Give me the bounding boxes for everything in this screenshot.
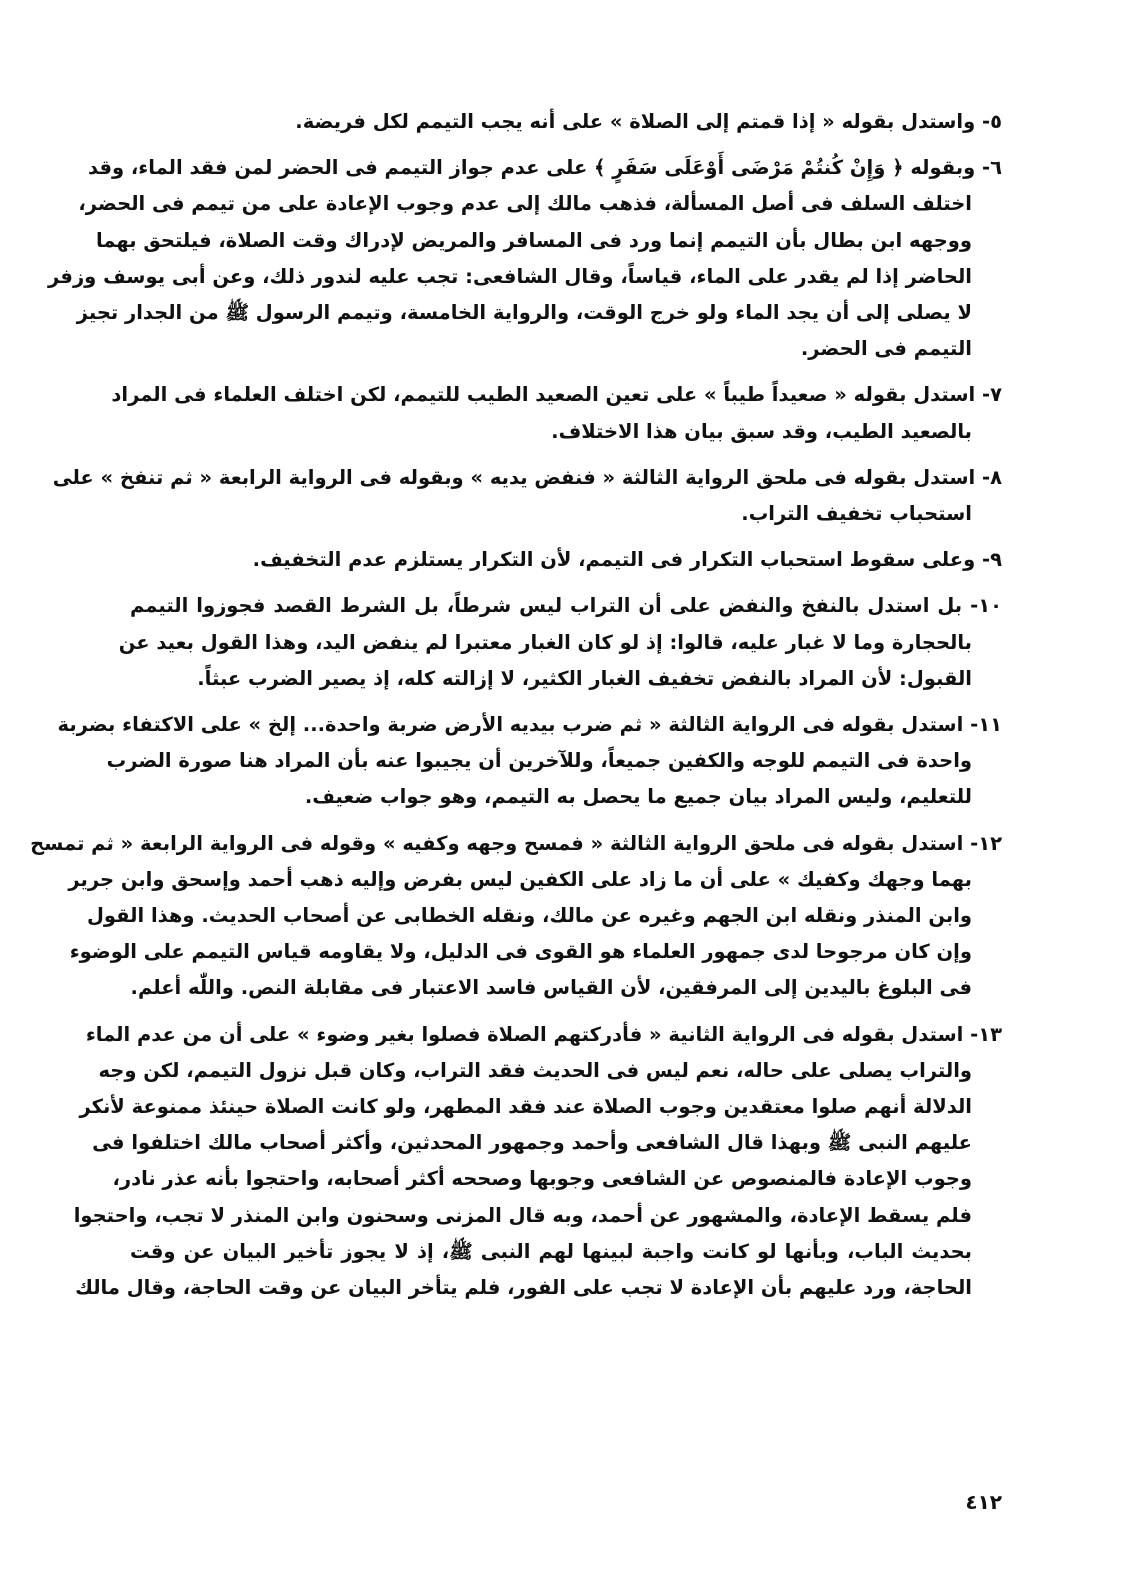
paragraph-line: اختلف السلف فى أصل المسألة، فذهب مالك إلى عدم وجوب الإعادة على من تيمم فى الحضر، <box>78 192 972 216</box>
paragraph-line: فلم يسقط الإعادة، والمشهور عن أحمد، وبه قال المزنى وسحنون وابن المنذر لا تجب، واحتجوا <box>73 1203 972 1227</box>
paragraph-line: ١٣- استدل بقوله فى الرواية الثانية « فأدركتهم الصلاة فصلوا بغير وضوء » على أن من عدم الماء <box>85 1022 1002 1046</box>
paragraph-line: استحباب تخفيف التراب. <box>741 502 972 526</box>
paragraph-line: بحديث الباب، وبأنها لو كانت واجبة لبينها لهم النبى ﷺ، إذ لا يجوز تأخير البيان عن وقت <box>130 1239 972 1263</box>
numbered-paragraph-10 <box>118 588 1002 697</box>
numbered-paragraph-5 <box>130 104 1002 140</box>
paragraph-line: للتعليم، وليس المراد بيان جميع ما يحصل به التيمم، وهو جواب ضعيف. <box>304 785 972 809</box>
paragraph-line: التيمم فى الحضر. <box>800 337 972 361</box>
paragraph-line: بالحجارة وما لا غبار عليه، قالوا: إذ لو كان الغبار معتبرا لم ينفض اليد، وهذا القول بعيد عن <box>118 630 972 654</box>
paragraph-line: وإن كان مرجوحا لدى جمهور العلماء هو القوى فى الدليل، ولا يقاومه قياس التيمم على الوضوء <box>69 940 972 964</box>
paragraph-line: ووجهه ابن بطال بأن التيمم إنما ورد فى المسافر والمريض لإدراك وقت الصلاة، فيلتحق بهما <box>95 228 972 252</box>
page-number: ٤١٢ <box>965 1490 1002 1514</box>
numbered-paragraph-6 <box>48 150 1002 367</box>
paragraph-line: وجوب الإعادة فالمنصوص عن الشافعى وجوبها وصححه أكثر أصحابه، واحتجوا بأنه عذر نادر، <box>112 1167 972 1191</box>
numbered-paragraph-7 <box>111 377 1002 449</box>
paragraph-line: الحاجة، ورد عليهم بأن الإعادة لا تجب على الفور، فلم يتأخر البيان عن وقت الحاجة، وقال مالك <box>75 1276 972 1300</box>
paragraph-line: ١٠- بل استدل بالنفخ والنفض على أن التراب ليس شرطاً، بل الشرط القصد فجوزوا التيمم <box>130 594 1002 618</box>
paragraph-line: القبول: لأن المراد بالنفض تخفيف الغبار الكثير، لا إزالته كله، إذ يصير الضرب عبثاً. <box>197 666 972 690</box>
paragraph-line: واحدة فى التيمم للوجه والكفين جميعاً، وللآخرين أن يجيبوا عنه بأن المراد هنا صورة الضرب <box>106 749 972 773</box>
numbered-paragraph-8 <box>52 460 1002 532</box>
numbered-paragraph-9 <box>130 542 1002 578</box>
paragraph-line: ٧- استدل بقوله « صعيداً طيباً » على تعين الصعيد الطيب للتيمم، لكن اختلف العلماء فى المراد <box>111 383 1002 407</box>
paragraph-line: ٨- استدل بقوله فى ملحق الرواية الثالثة « فنفض يديه » وبقوله فى الرواية الرابعة « ثم تنفخ » على <box>52 465 1002 489</box>
numbered-paragraph-12 <box>30 826 1002 1007</box>
paragraph-line: ٥- واستدل بقوله « إذا قمتم إلى الصلاة » على أنه يجب التيمم لكل فريضة. <box>295 110 1002 133</box>
paragraph-line: ٦- وبقوله ﴿ وَإِنْ كُنتُمْ مَرْضَى أَوْعَلَى سَفَرٍ ﴾ على عدم جواز التيمم فى الحضر لمن فقد الماء، وقد <box>87 156 1002 180</box>
paragraph-line: الدلالة أنهم صلوا معتقدين وجوب الصلاة عند فقد المطهر، ولو كانت الصلاة حينئذ ممنوعة لأنكر <box>79 1095 972 1119</box>
paragraph-line: الحاضر إذا لم يقدر على الماء، قياساً، وقال الشافعى: تجب عليه لندور ذلك، وعن أبى يوسف وزفر <box>48 264 972 288</box>
paragraph-line: لا يصلى إلى أن يجد الماء ولو خرج الوقت، والرواية الخامسة، وتيمم الرسول ﷺ من الجدار تجيز <box>76 301 972 325</box>
paragraph-line: عليهم النبى ﷺ وبهذا قال الشافعى وأحمد وجمهور المحدثين، وأكثر أصحاب مالك اختلفوا فى <box>92 1131 972 1155</box>
paragraph-line: والتراب يصلى على حاله، نعم ليس فى الحديث فقد التراب، وكان قبل نزول التيمم، لكن وجه <box>98 1058 972 1082</box>
numbered-paragraph-13 <box>73 1017 1002 1307</box>
paragraph-line: ١٢- استدل بقوله فى ملحق الرواية الثالثة « فمسح وجهه وكفيه » وقوله فى الرواية الرابعة « ثم تمسح <box>30 831 1002 855</box>
paragraph-line: وابن المنذر ونقله ابن الجهم وغيره عن مالك، ونقله الخطابى عن أصحاب الحديث. وهذا القول <box>86 904 972 928</box>
paragraph-line: بالصعيد الطيب، وقد سبق بيان هذا الاختلاف. <box>551 419 972 443</box>
paragraph-line: بهما وجهك وكفيك » على أن ما زاد على الكفين ليس بفرض وإليه ذهب أحمد وإسحق وابن جرير <box>68 867 972 891</box>
paragraph-line: ٩- وعلى سقوط استحباب التكرار فى التيمم، لأن التكرار يستلزم عدم التخفيف. <box>252 548 1002 572</box>
document-body <box>30 104 1002 1316</box>
paragraph-line: ١١- استدل بقوله فى الرواية الثالثة « ثم ضرب بيديه الأرض ضربة واحدة... إلخ » على الاكتفاء بضربة <box>57 713 1002 737</box>
numbered-paragraph-11 <box>57 707 1002 816</box>
paragraph-line: فى البلوغ باليدين إلى المرفقين، لأن القياس فاسد الاعتبار فى مقابلة النص. واللّٰه أعلم. <box>130 976 972 1000</box>
